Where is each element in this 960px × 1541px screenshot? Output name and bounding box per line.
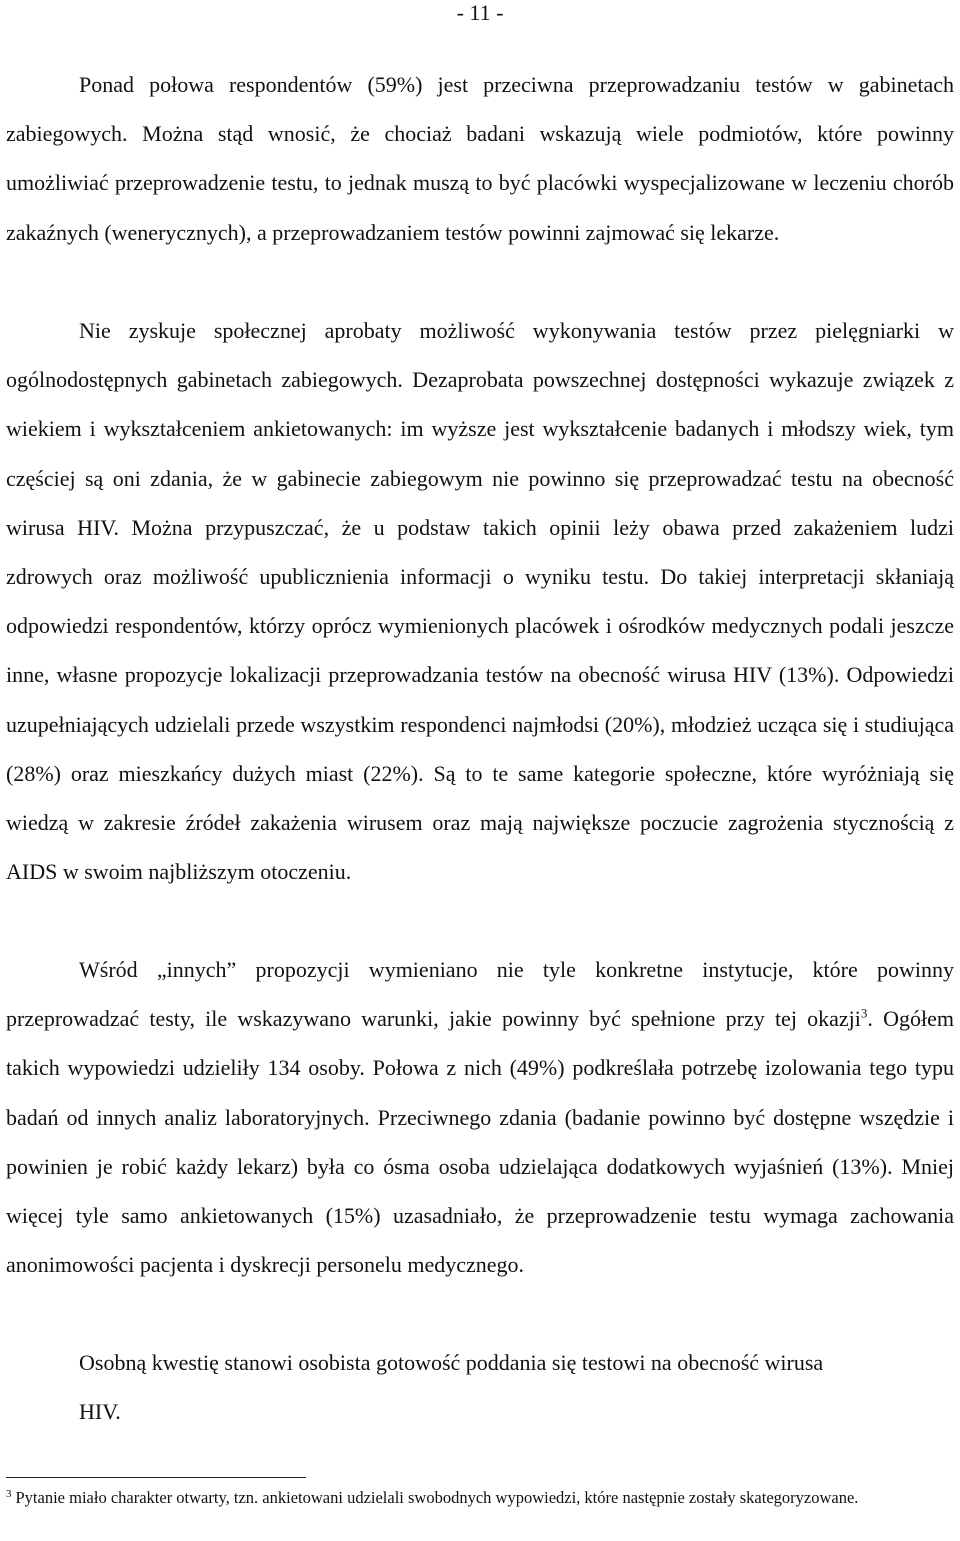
paragraph-4-last-word: HIV.	[79, 1399, 121, 1425]
paragraph-3-text-after-note: . Ogółem takich wypowiedzi udzieliły 134 osoby. Połowa z nich (49%) podkreślała potrzebę izolowania tego typu badań od innych analiz laboratoryjnych. Przeciwnego zdania (badanie powinno być dostępne wszędzie i powinien je robić każdy lekarz) była co ósma osoba udzielająca dodatkowych wyjaśnień (13%). Mniej więcej tyle samo ankietowanych (15%) uzasadniało, że przeprowadzenie testu wymaga zachowania anonimowości pacjenta i dyskrecji personelu medycznego.	[6, 1006, 954, 1278]
paragraph-1: Ponad połowa respondentów (59%) jest przeciwna przeprowadzaniu testów w gabinetach zabiegowych. Można stąd wnosić, że chociaż badani wskazują wiele podmiotów, które powinny umożliwiać przeprowadzenie testu, to jednak muszą to być placówki wyspecjalizowane w leczeniu chorób zakaźnych (wenerycznych), a przeprowadzaniem testów powinni zajmować się lekarze.	[6, 72, 954, 245]
paragraph-2: Nie zyskuje społecznej aprobaty możliwość wykonywania testów przez pielęgniarki w ogólnodostępnych gabinetach zabiegowych. Dezaprobata powszechnej dostępności wykazuje związek z wiekiem i wykształceniem ankietowanych: im wyższe jest wykształcenie badanych i młodszy wiek, tym częściej są oni zdania, że w gabinecie zabiegowym nie powinno się przeprowadzać testu na obecność wirusa HIV. Można przypuszczać, że u podstaw takich opinii leży obawa przed zakażeniem ludzi zdrowych oraz możliwość upublicznienia informacji o wyniku testu. Do takiej interpretacji skłaniają odpowiedzi respondentów, którzy oprócz wymienionych placówek i ośrodków medycznych podali jeszcze inne, własne propozycje lokalizacji przeprowadzania testów na obecność wirusa HIV (13%). Odpowiedzi uzupełniających udzielali przede wszystkim respondenci najmłodsi (20%), młodzież ucząca się i studiująca (28%) oraz mieszkańcy dużych miast (22%). Są to te same kategorie społeczne, które wyróżniają się wiedzą w zakresie źródeł zakażenia wirusem oraz mają największe poczucie zagrożenia stycznością z AIDS w swoim najbliższym otoczeniu.	[6, 318, 954, 885]
paragraph-3-text-before-note: Wśród „innych” propozycji wymieniano nie tyle konkretne instytucje, które powinny przeprowadzać testy, ile wskazywano warunki, jakie powinny być spełnione przy tej okazji	[6, 957, 954, 1032]
footnote-mark: 3	[6, 1487, 12, 1500]
paragraph-4	[6, 1338, 954, 1436]
footnote-text: Pytanie miało charakter otwarty, tzn. ankietowani udzielali swobodnych wypowiedzi, które następnie zostały skategoryzowane.	[15, 1488, 859, 1507]
paragraph-3	[6, 945, 954, 1289]
footnote-reference: 3	[860, 1005, 868, 1021]
footnote	[6, 1486, 954, 1510]
paragraph-4-text: Osobną kwestię stanowi osobista gotowość poddania się testowi na obecność wirusa	[79, 1350, 824, 1375]
page-number: - 11 -	[456, 0, 504, 25]
footnote-divider	[6, 1477, 306, 1478]
